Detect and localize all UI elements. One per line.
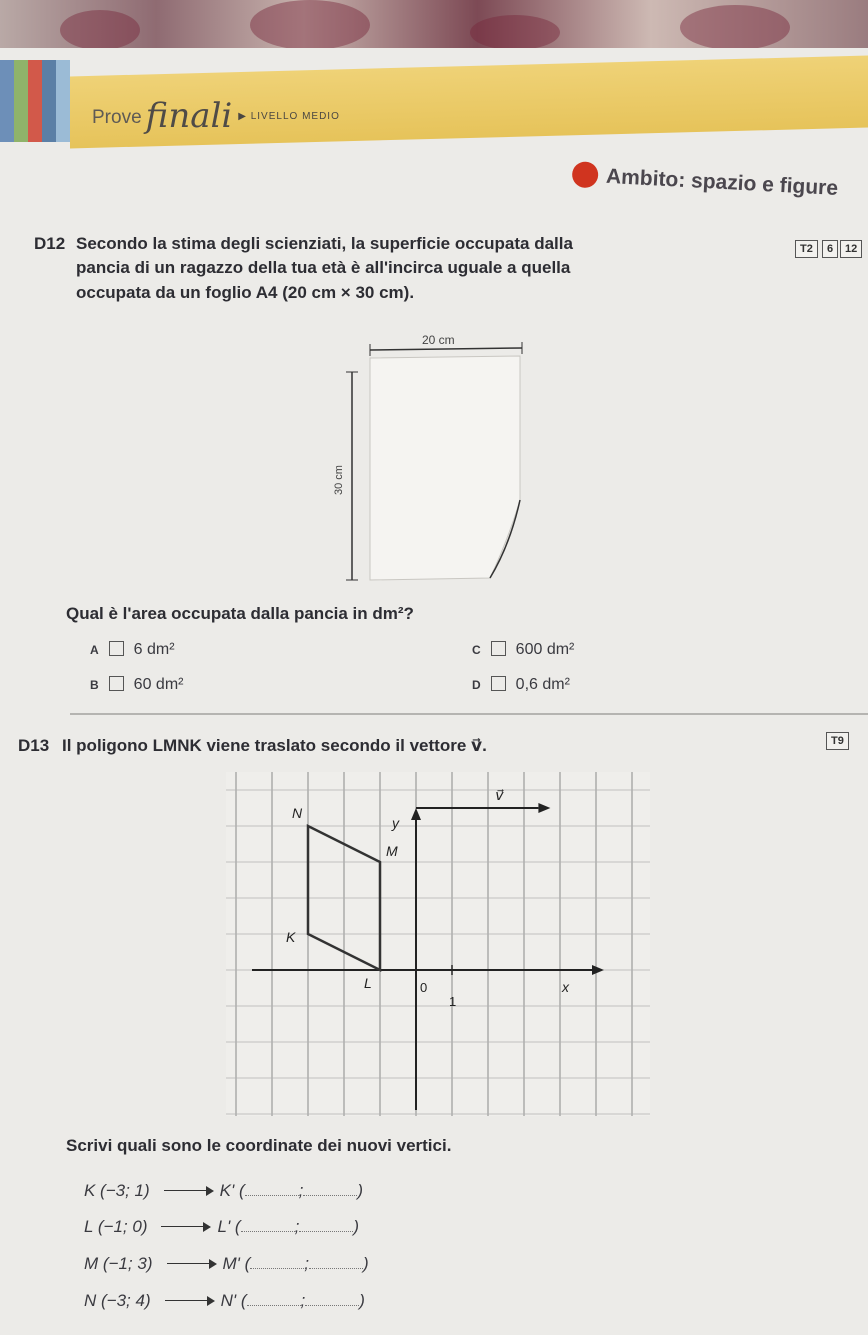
- q13-number: D13: [18, 736, 50, 755]
- coord-row-n: N (−3; 4) N' ( ; ): [84, 1291, 365, 1310]
- coord-row-m: M (−1; 3) M' ( ; ): [84, 1254, 369, 1273]
- checkbox-a[interactable]: [109, 641, 124, 656]
- option-a-value: 6 dm²: [133, 641, 175, 658]
- option-c[interactable]: [472, 641, 574, 659]
- arrow-right-icon: [161, 1226, 209, 1228]
- coord-l-to: L' (: [217, 1217, 241, 1236]
- checkbox-c[interactable]: [491, 641, 506, 656]
- q12-line1: Secondo la stima degli scienziati, la superficie occupata dalla: [76, 234, 573, 253]
- origin-label: 0: [420, 980, 428, 995]
- q12-line3: occupata da un foglio A4 (20 cm × 30 cm).: [76, 283, 415, 302]
- option-c-value: 600 dm²: [515, 641, 575, 658]
- input-l-x[interactable]: [241, 1221, 295, 1232]
- vertex-label-l: L: [364, 975, 372, 991]
- input-l-y[interactable]: [299, 1221, 353, 1232]
- coord-row-l: L (−1; 0) L' ( ; ): [84, 1217, 359, 1236]
- vertex-label-k: K: [286, 929, 296, 945]
- tick-one-label: 1: [449, 994, 457, 1009]
- option-a[interactable]: [90, 641, 175, 659]
- coord-k-to: K' (: [219, 1181, 245, 1200]
- q13-instruction: Scrivi quali sono le coordinate dei nuovi vertici.: [66, 1136, 452, 1155]
- option-b-letter: B: [90, 678, 99, 692]
- arrow-right-icon: [167, 1263, 215, 1265]
- coord-l-from: L (−1; 0): [84, 1217, 148, 1236]
- option-d-value: 0,6 dm²: [515, 676, 570, 693]
- vector-label: v⃗: [495, 787, 504, 803]
- tag-t2: T2: [795, 240, 818, 258]
- red-dot-icon: [572, 161, 599, 188]
- tag-12: 12: [840, 240, 862, 258]
- input-k-x[interactable]: [245, 1185, 299, 1196]
- coord-k-from: K (−3; 1): [84, 1181, 150, 1200]
- option-b-value: 60 dm²: [133, 676, 184, 693]
- title-script: finali: [145, 96, 233, 136]
- arrow-right-icon: [164, 1190, 212, 1192]
- q12-line2: pancia di un ragazzo della tua età è all'incirca uguale a quella: [76, 258, 571, 277]
- input-m-x[interactable]: [250, 1258, 304, 1269]
- height-label: 30 cm: [333, 465, 345, 495]
- width-label: 20 cm: [422, 333, 455, 347]
- vertex-label-m: M: [386, 843, 398, 859]
- q12-number: D12: [34, 234, 66, 253]
- coord-m-from: M (−1; 3): [84, 1254, 153, 1273]
- option-b[interactable]: [90, 676, 183, 694]
- title-prefix: Prove: [92, 107, 142, 128]
- q13-text: Il poligono LMNK viene traslato secondo il vettore v⃗.: [62, 736, 487, 755]
- ambito-text: Ambito: spazio e figure: [605, 164, 839, 200]
- page-title: [92, 96, 340, 136]
- tag-t9: T9: [826, 732, 849, 750]
- option-a-letter: A: [90, 643, 99, 657]
- checkbox-b[interactable]: [109, 676, 124, 691]
- tag-6: 6: [822, 240, 838, 258]
- option-d-letter: D: [472, 678, 481, 692]
- coord-m-to: M' (: [222, 1254, 251, 1273]
- coord-n-to: N' (: [220, 1291, 247, 1310]
- level-label: ▶ LIVELLO MEDIO: [238, 111, 340, 122]
- a4-figure: [330, 330, 540, 595]
- coordinate-grid: [222, 770, 654, 1120]
- option-c-letter: C: [472, 643, 481, 657]
- section-divider: [70, 713, 868, 715]
- coord-n-from: N (−3; 4): [84, 1291, 151, 1310]
- q12-question: Qual è l'area occupata dalla pancia in dm²?: [66, 604, 414, 623]
- option-d[interactable]: [472, 676, 570, 694]
- arrow-right-icon: [165, 1300, 213, 1302]
- input-k-y[interactable]: [303, 1185, 357, 1196]
- checkbox-d[interactable]: [491, 676, 506, 691]
- input-n-x[interactable]: [247, 1295, 301, 1306]
- color-stripes: [0, 60, 70, 142]
- y-axis-label: y: [392, 815, 399, 831]
- input-n-y[interactable]: [305, 1295, 359, 1306]
- input-m-y[interactable]: [309, 1258, 363, 1269]
- x-axis-label: x: [562, 979, 569, 995]
- vertex-label-n: N: [292, 805, 303, 821]
- coord-row-k: K (−3; 1) K' ( ; ): [84, 1181, 364, 1200]
